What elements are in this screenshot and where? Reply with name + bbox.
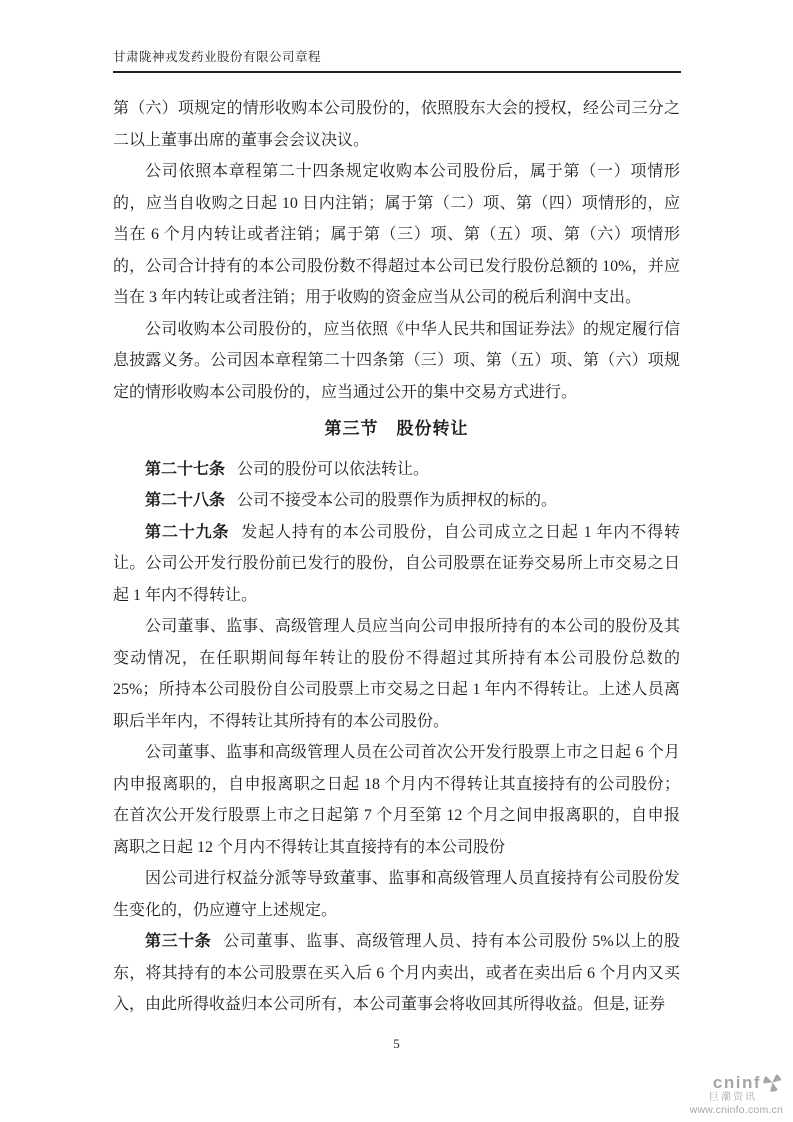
- article-number: 第二十七条: [145, 460, 226, 478]
- article-text: 公司的股份可以依法转让。: [237, 460, 430, 478]
- cninfo-watermark: [655, 1072, 783, 1117]
- body-paragraph: 公司董事、监事和高级管理人员在公司首次公开发行股票上市之日起 6 个月内申报离职的，自申报离职之日起 18 个月内不得转让其直接持有的公司股份；在首次公开发行股票上市之日起第 7 个月至第 12 个月之间申报离职的，自申报离职之日起 12 个月内不得转让其直接持有的本公司股份: [113, 744, 680, 856]
- article-paragraph: [113, 454, 680, 486]
- section-heading: 第三节 股份转让: [324, 419, 469, 438]
- article-text: 公司董事、监事、高级管理人员、持有本公司股份 5%以上的股东，将其持有的本公司股票在买入后 6 个月内卖出，或者在卖出后 6 个月内又买入，由此所得收益归本公司所有，本公司董事会将收回其所得收益。但是, 证券: [113, 933, 680, 1013]
- cninfo-url: www.cninfo.com.cn: [689, 1104, 783, 1117]
- body-paragraph: 公司董事、监事、高级管理人员应当向公司申报所持有的本公司的股份及其变动情况，在任职期间每年转让的股份不得超过其所持有本公司股份总数的 25%；所持本公司股份自公司股票上市交易之日起 1 年内不得转让。上述人员离职后半年内，不得转让其所持有的本公司股份。: [113, 618, 680, 730]
- body-paragraph: 公司依照本章程第二十四条规定收购本公司股份后，属于第（一）项情形的，应当自收购之日起 10 日内注销；属于第（二）项、第（四）项情形的，应当在 6 个月内转让或者注销；属于第（三）项、第（五）项、第（六）项情形的，公司合计持有的本公司股份数不得超过本公司已发行股份总额的 10%，并应当在 3 年内转让或者注销；用于收购的资金应当从公司的税后利润中支出。: [113, 163, 680, 306]
- cninfo-brand-chinese: 巨潮资讯: [709, 1092, 757, 1103]
- body-paragraph: 因公司进行权益分派等导致董事、监事和高级管理人员直接持有公司股份发生变化的，仍应遵守上述规定。: [113, 870, 680, 919]
- article-paragraph: [113, 926, 680, 1021]
- body-paragraph: 公司收购本公司股份的，应当依照《中华人民共和国证券法》的规定履行信息披露义务。公司因本章程第二十四条第（三）项、第（五）项、第（六）项规定的情形收购本公司股份的，应当通过公开的集中交易方式进行。: [113, 320, 680, 401]
- article-text: 公司不接受本公司的股票作为质押权的标的。: [237, 492, 558, 509]
- cninfo-swirl-icon: [760, 1070, 785, 1095]
- cninfo-brand-text: cninf: [712, 1072, 761, 1092]
- continuation-paragraph: 第（六）项规定的情形收购本公司股份的，依照股东大会的授权，经公司三分之二以上董事出席的董事会会议决议。: [113, 100, 680, 149]
- article-number: 第二十八条: [145, 492, 226, 509]
- document-title: 甘肃陇神戎发药业股份有限公司章程: [113, 50, 322, 64]
- cninfo-brand-row: [655, 1072, 783, 1093]
- article-paragraph: [113, 517, 680, 612]
- article-paragraph: [113, 485, 680, 517]
- article-text: 发起人持有的本公司股份，自公司成立之日起 1 年内不得转让。公司公开发行股份前已发行的股份，自公司股票在证券交易所上市交易之日起 1 年内不得转让。: [113, 523, 680, 604]
- article-number: 第二十九条: [145, 523, 230, 541]
- page-header: [113, 47, 681, 73]
- document-body: [113, 93, 680, 1021]
- page-number: 5: [393, 1036, 400, 1051]
- article-number: 第三十条: [145, 933, 212, 950]
